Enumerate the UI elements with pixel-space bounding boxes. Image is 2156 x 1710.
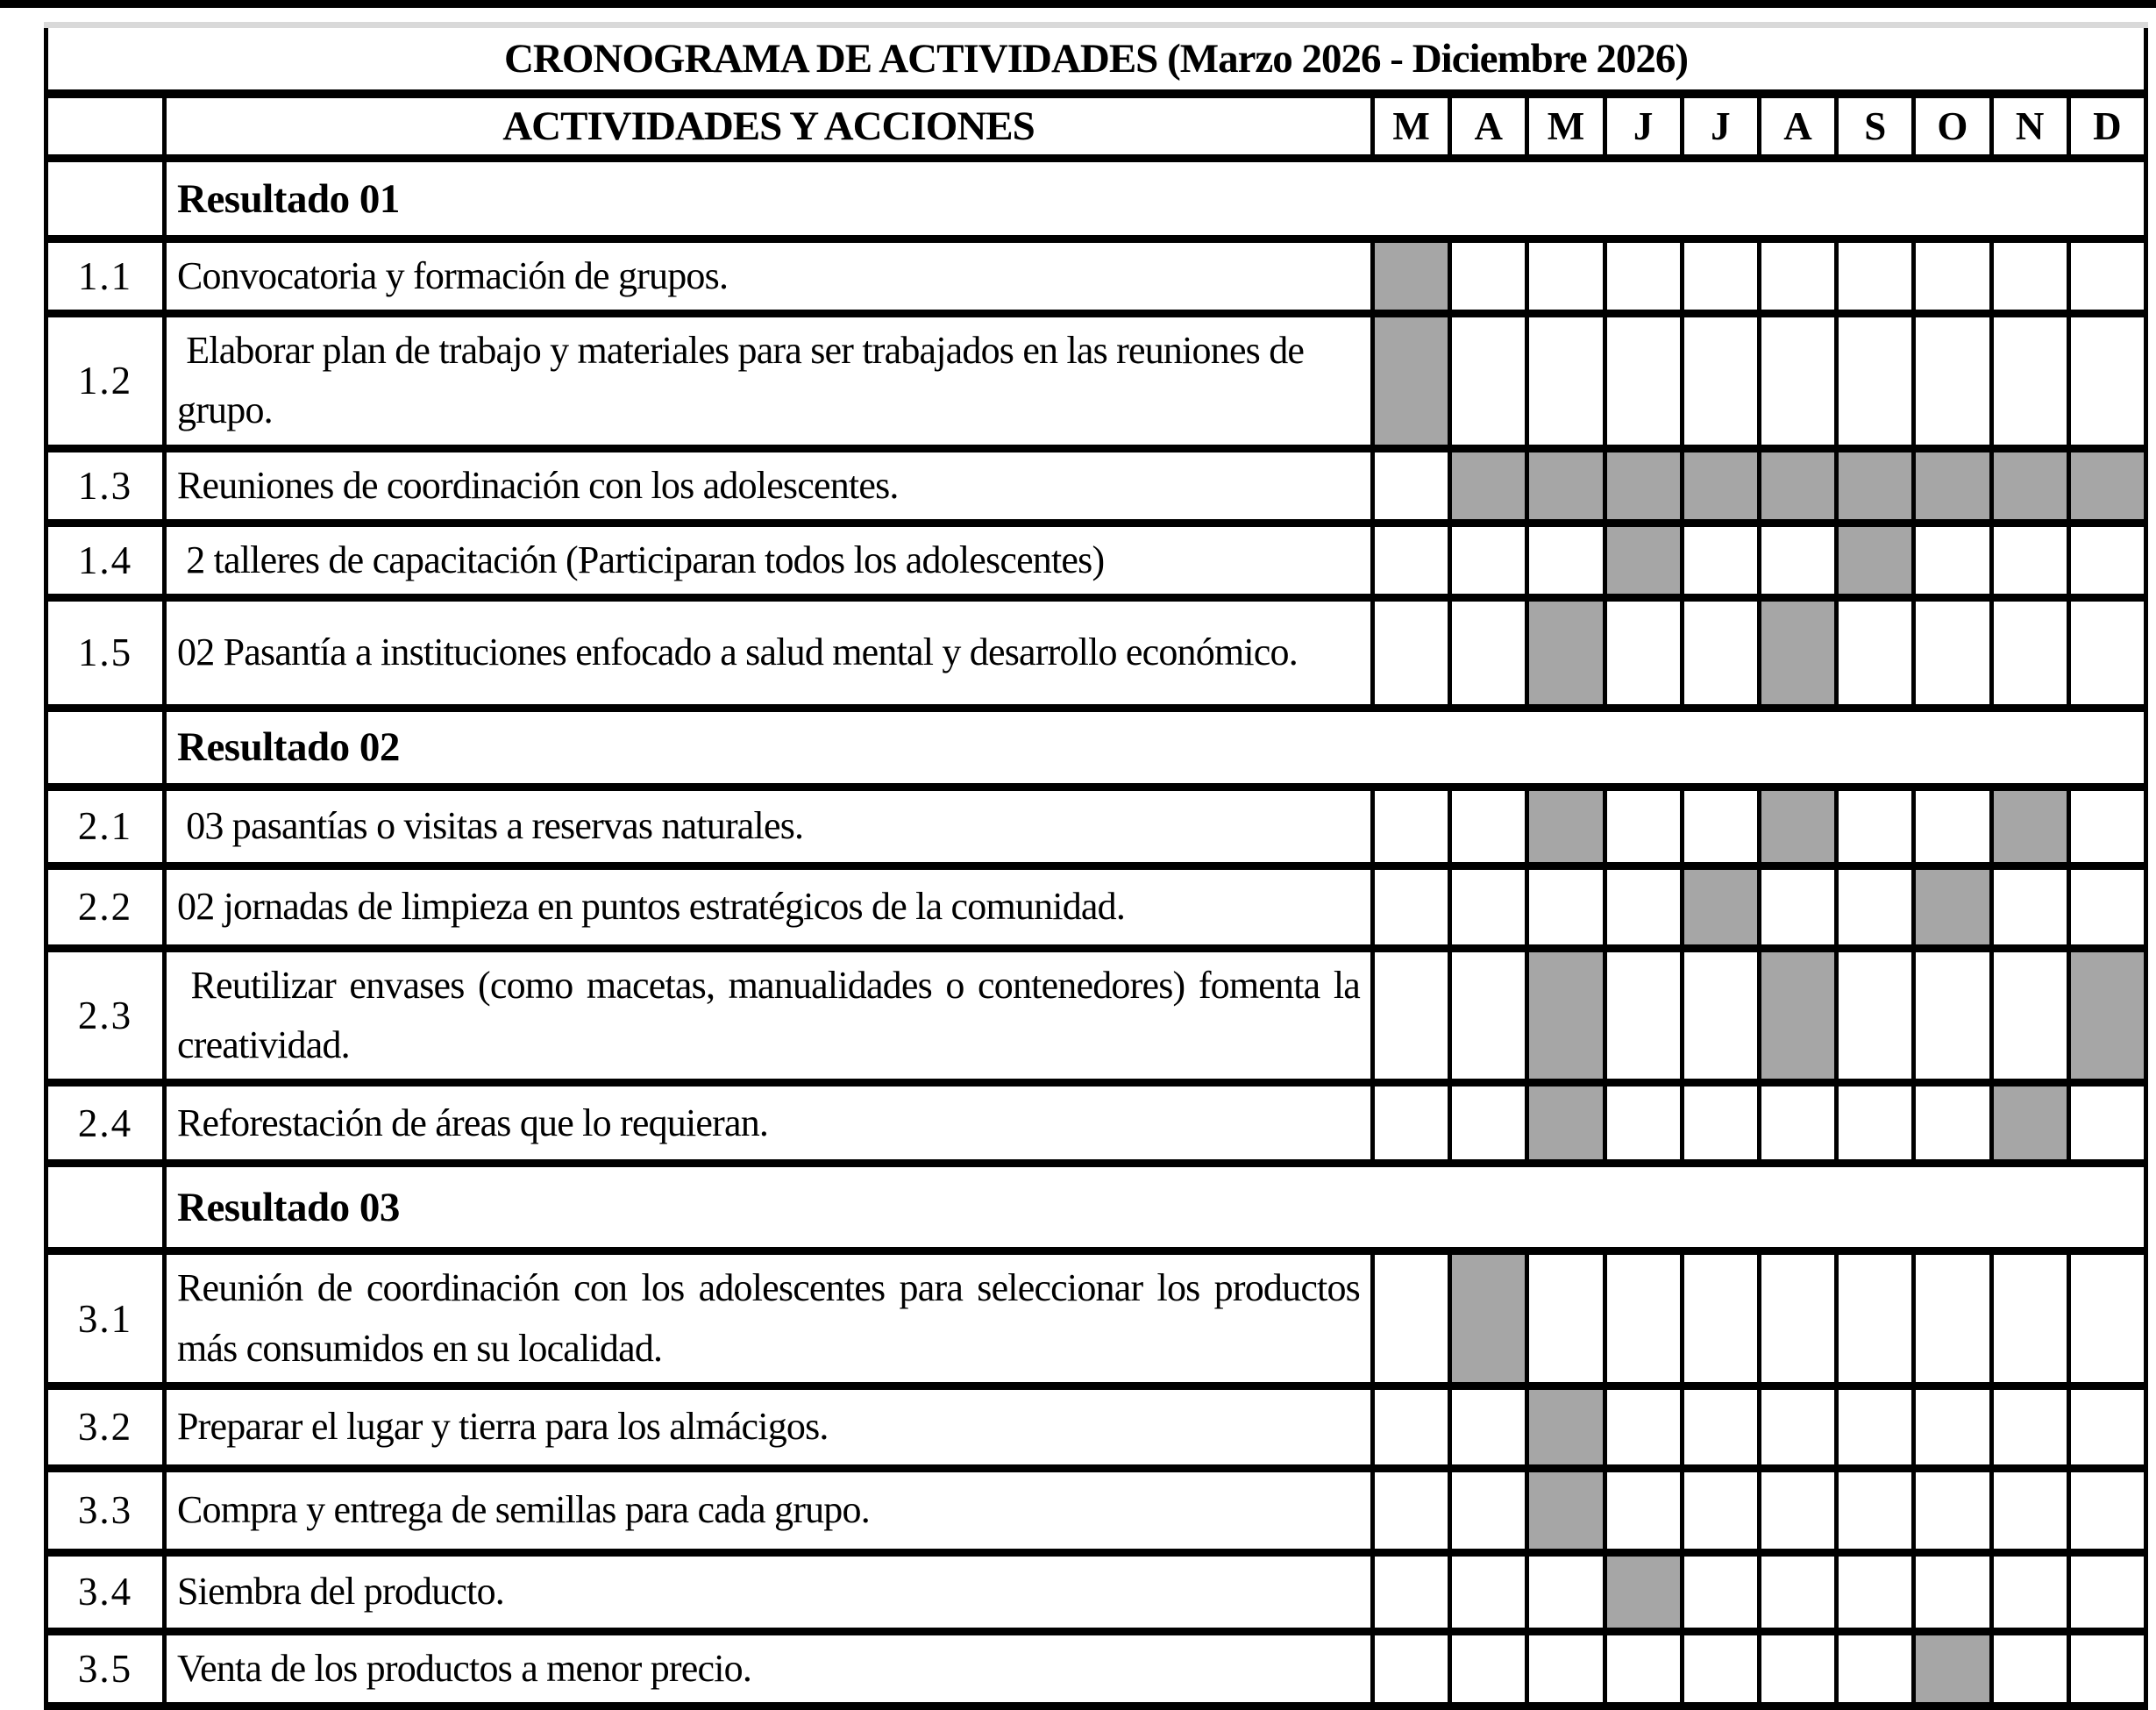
month-cell xyxy=(1837,314,1914,448)
month-cell xyxy=(1450,314,1527,448)
activity-text: Elaborar plan de trabajo y materiales para ser trabajados en las reuniones de grupo. xyxy=(165,314,1373,448)
month-cell xyxy=(1605,1083,1682,1164)
month-cell-shaded xyxy=(1373,239,1450,314)
month-cell-shaded xyxy=(1759,787,1836,866)
month-cell-shaded xyxy=(1605,1552,1682,1631)
month-cell xyxy=(1759,1251,1836,1386)
activity-row-2.1 xyxy=(46,787,2146,866)
activity-row-3.3 xyxy=(46,1468,2146,1552)
month-cell xyxy=(1450,597,1527,708)
month-cell xyxy=(1527,1631,1605,1706)
month-cell xyxy=(2068,866,2145,948)
month-cell-shaded xyxy=(1527,448,1605,523)
month-cell xyxy=(1837,1083,1914,1164)
month-cell xyxy=(1759,1631,1836,1706)
month-cell xyxy=(1682,1251,1759,1386)
month-header-1: M xyxy=(1373,94,1450,159)
month-cell xyxy=(1837,787,1914,866)
month-cell xyxy=(1991,948,2068,1082)
month-cell xyxy=(1527,239,1605,314)
activity-row-3.2 xyxy=(46,1386,2146,1468)
month-cell xyxy=(1837,1468,1914,1552)
month-cell xyxy=(1837,1386,1914,1468)
activity-row-1.4 xyxy=(46,523,2146,597)
month-cell xyxy=(1373,1552,1450,1631)
activity-row-3.4 xyxy=(46,1552,2146,1631)
month-cell xyxy=(1991,1251,2068,1386)
month-cell xyxy=(1914,523,1991,597)
activity-text: Compra y entrega de semillas para cada grupo. xyxy=(165,1468,1373,1552)
activity-text: 02 jornadas de limpieza en puntos estratégicos de la comunidad. xyxy=(165,866,1373,948)
activity-row-1.5 xyxy=(46,597,2146,708)
month-cell xyxy=(1914,787,1991,866)
month-cell-shaded xyxy=(1527,787,1605,866)
month-cell-shaded xyxy=(2068,448,2145,523)
activity-number: 1.2 xyxy=(46,314,165,448)
month-cell xyxy=(1837,866,1914,948)
month-cell xyxy=(1991,1631,2068,1706)
month-header-7: S xyxy=(1837,94,1914,159)
month-cell xyxy=(1914,1468,1991,1552)
month-cell xyxy=(1682,948,1759,1082)
month-cell xyxy=(1450,523,1527,597)
month-cell xyxy=(1527,523,1605,597)
month-cell xyxy=(2068,787,2145,866)
month-cell xyxy=(1837,1251,1914,1386)
activity-text: Reforestación de áreas que lo requieran. xyxy=(165,1083,1373,1164)
month-cell xyxy=(1682,1552,1759,1631)
month-cell xyxy=(1759,523,1836,597)
activity-number: 2.1 xyxy=(46,787,165,866)
top-black-bar xyxy=(0,0,2156,8)
month-cell-shaded xyxy=(1837,448,1914,523)
month-cell xyxy=(1914,1083,1991,1164)
activity-row-2.4 xyxy=(46,1083,2146,1164)
month-cell xyxy=(1373,448,1450,523)
activity-number: 1.1 xyxy=(46,239,165,314)
month-cell xyxy=(1991,866,2068,948)
month-cell-shaded xyxy=(2068,948,2145,1082)
month-cell xyxy=(1914,239,1991,314)
month-cell xyxy=(1450,866,1527,948)
month-cell xyxy=(1759,1552,1836,1631)
month-cell xyxy=(1759,866,1836,948)
month-cell xyxy=(2068,523,2145,597)
month-cell xyxy=(1682,597,1759,708)
month-cell xyxy=(1682,1083,1759,1164)
month-cell xyxy=(1914,597,1991,708)
month-header-10: D xyxy=(2068,94,2145,159)
month-header-9: N xyxy=(1991,94,2068,159)
month-cell xyxy=(1527,1251,1605,1386)
month-cell xyxy=(1450,948,1527,1082)
month-cell xyxy=(1373,866,1450,948)
month-cell-shaded xyxy=(1450,1251,1527,1386)
month-cell-shaded xyxy=(1527,1468,1605,1552)
month-cell xyxy=(1837,1631,1914,1706)
month-cell xyxy=(1682,1631,1759,1706)
month-cell xyxy=(1605,787,1682,866)
month-cell xyxy=(1759,1468,1836,1552)
month-cell xyxy=(1605,1251,1682,1386)
month-cell xyxy=(1682,523,1759,597)
month-header-8: O xyxy=(1914,94,1991,159)
activity-number: 3.1 xyxy=(46,1251,165,1386)
month-cell-shaded xyxy=(1914,1631,1991,1706)
month-cell xyxy=(1991,1386,2068,1468)
activity-text: Reuniones de coordinación con los adolescentes. xyxy=(165,448,1373,523)
activity-number: 3.3 xyxy=(46,1468,165,1552)
month-cell-shaded xyxy=(1373,314,1450,448)
section-label: Resultado 03 xyxy=(165,1164,2146,1251)
header-empty-cell xyxy=(46,94,165,159)
month-cell xyxy=(1837,1552,1914,1631)
activity-number: 3.2 xyxy=(46,1386,165,1468)
month-cell xyxy=(1605,866,1682,948)
month-cell xyxy=(1991,314,2068,448)
month-cell-shaded xyxy=(1450,448,1527,523)
section-row xyxy=(46,1164,2146,1251)
month-cell xyxy=(1450,1631,1527,1706)
section-number-cell xyxy=(46,708,165,787)
activity-row-3.1 xyxy=(46,1251,2146,1386)
month-cell xyxy=(1837,239,1914,314)
month-cell xyxy=(1373,523,1450,597)
activity-number: 1.3 xyxy=(46,448,165,523)
month-cell xyxy=(2068,239,2145,314)
activity-row-2.3 xyxy=(46,948,2146,1082)
month-cell xyxy=(1759,314,1836,448)
activity-text: Siembra del producto. xyxy=(165,1552,1373,1631)
activity-row-3.5 xyxy=(46,1631,2146,1706)
activity-text: 2 talleres de capacitación (Participaran todos los adolescentes) xyxy=(165,523,1373,597)
month-cell xyxy=(1991,1552,2068,1631)
activity-text: Reutilizar envases (como macetas, manualidades o contenedores) fomenta la creatividad. xyxy=(165,948,1373,1082)
month-cell xyxy=(2068,1251,2145,1386)
activity-number: 1.4 xyxy=(46,523,165,597)
month-cell xyxy=(1991,1468,2068,1552)
month-cell-shaded xyxy=(1605,448,1682,523)
activity-text: 02 Pasantía a instituciones enfocado a salud mental y desarrollo económico. xyxy=(165,597,1373,708)
cronograma-table xyxy=(44,22,2148,1710)
month-cell-shaded xyxy=(1759,597,1836,708)
document-sheet xyxy=(44,22,2148,1710)
month-cell xyxy=(1373,597,1450,708)
activity-text: Convocatoria y formación de grupos. xyxy=(165,239,1373,314)
month-cell xyxy=(1373,948,1450,1082)
month-cell xyxy=(1682,1468,1759,1552)
month-cell xyxy=(1682,1386,1759,1468)
month-cell-shaded xyxy=(1527,1386,1605,1468)
month-cell xyxy=(1450,239,1527,314)
month-cell xyxy=(1682,239,1759,314)
activity-number: 2.3 xyxy=(46,948,165,1082)
month-cell xyxy=(2068,1552,2145,1631)
month-header-3: M xyxy=(1527,94,1605,159)
month-cell-shaded xyxy=(1991,787,2068,866)
title-row xyxy=(46,25,2146,94)
month-cell xyxy=(1682,314,1759,448)
month-cell xyxy=(1991,597,2068,708)
month-cell xyxy=(2068,1386,2145,1468)
month-cell xyxy=(1759,239,1836,314)
month-cell xyxy=(1450,1468,1527,1552)
month-cell-shaded xyxy=(1837,523,1914,597)
month-header-5: J xyxy=(1682,94,1759,159)
activity-row-2.2 xyxy=(46,866,2146,948)
month-cell-shaded xyxy=(1991,448,2068,523)
month-cell-shaded xyxy=(1682,866,1759,948)
month-cell xyxy=(2068,1468,2145,1552)
month-header-2: A xyxy=(1450,94,1527,159)
month-cell xyxy=(1605,948,1682,1082)
month-cell xyxy=(1914,1251,1991,1386)
month-cell xyxy=(1373,787,1450,866)
month-cell xyxy=(1450,1552,1527,1631)
activity-text: Reunión de coordinación con los adolescentes para seleccionar los productos más consumidos en su localidad. xyxy=(165,1251,1373,1386)
month-cell xyxy=(1837,948,1914,1082)
month-header-4: J xyxy=(1605,94,1682,159)
month-cell-shaded xyxy=(1527,597,1605,708)
activity-row-1.1 xyxy=(46,239,2146,314)
month-cell xyxy=(1759,1386,1836,1468)
month-cell-shaded xyxy=(1914,866,1991,948)
month-cell xyxy=(1914,1386,1991,1468)
month-cell xyxy=(1527,1552,1605,1631)
activity-row-1.2 xyxy=(46,314,2146,448)
month-cell xyxy=(1914,314,1991,448)
month-cell-shaded xyxy=(1682,448,1759,523)
month-cell-shaded xyxy=(1991,1083,2068,1164)
month-cell xyxy=(1605,1631,1682,1706)
month-cell xyxy=(1991,239,2068,314)
month-cell xyxy=(1450,787,1527,866)
month-cell xyxy=(1682,787,1759,866)
section-row xyxy=(46,159,2146,239)
activity-number: 2.2 xyxy=(46,866,165,948)
month-cell xyxy=(2068,597,2145,708)
section-label: Resultado 01 xyxy=(165,159,2146,239)
month-cell-shaded xyxy=(1527,1083,1605,1164)
table-title: CRONOGRAMA DE ACTIVIDADES (Marzo 2026 - Diciembre 2026) xyxy=(46,25,2146,94)
month-cell xyxy=(1605,1386,1682,1468)
month-cell xyxy=(1605,597,1682,708)
section-label: Resultado 02 xyxy=(165,708,2146,787)
month-cell xyxy=(1373,1251,1450,1386)
month-cell xyxy=(2068,1083,2145,1164)
activity-number: 3.4 xyxy=(46,1552,165,1631)
month-cell-shaded xyxy=(1914,448,1991,523)
activity-number: 2.4 xyxy=(46,1083,165,1164)
month-cell xyxy=(1605,314,1682,448)
month-cell-shaded xyxy=(1759,948,1836,1082)
month-cell xyxy=(1373,1083,1450,1164)
activities-header: ACTIVIDADES Y ACCIONES xyxy=(165,94,1373,159)
activity-number: 3.5 xyxy=(46,1631,165,1706)
month-cell xyxy=(1373,1631,1450,1706)
month-cell xyxy=(1373,1468,1450,1552)
month-cell xyxy=(1527,314,1605,448)
month-header-6: A xyxy=(1759,94,1836,159)
month-cell xyxy=(1837,597,1914,708)
month-cell-shaded xyxy=(1605,523,1682,597)
month-cell xyxy=(1914,1552,1991,1631)
activity-text: 03 pasantías o visitas a reservas naturales. xyxy=(165,787,1373,866)
section-row xyxy=(46,708,2146,787)
month-cell-shaded xyxy=(1759,448,1836,523)
month-cell xyxy=(1373,1386,1450,1468)
activity-text: Venta de los productos a menor precio. xyxy=(165,1631,1373,1706)
month-cell xyxy=(2068,314,2145,448)
month-cell xyxy=(1605,239,1682,314)
activity-number: 1.5 xyxy=(46,597,165,708)
month-cell xyxy=(1759,1083,1836,1164)
activity-text: Preparar el lugar y tierra para los almácigos. xyxy=(165,1386,1373,1468)
month-cell xyxy=(1991,523,2068,597)
month-cell xyxy=(1605,1468,1682,1552)
month-cell xyxy=(2068,1631,2145,1706)
month-cell xyxy=(1914,948,1991,1082)
month-cell xyxy=(1527,866,1605,948)
section-number-cell xyxy=(46,1164,165,1251)
activity-row-1.3 xyxy=(46,448,2146,523)
section-number-cell xyxy=(46,159,165,239)
month-cell xyxy=(1450,1083,1527,1164)
month-cell-shaded xyxy=(1527,948,1605,1082)
header-row xyxy=(46,94,2146,159)
month-cell xyxy=(1450,1386,1527,1468)
